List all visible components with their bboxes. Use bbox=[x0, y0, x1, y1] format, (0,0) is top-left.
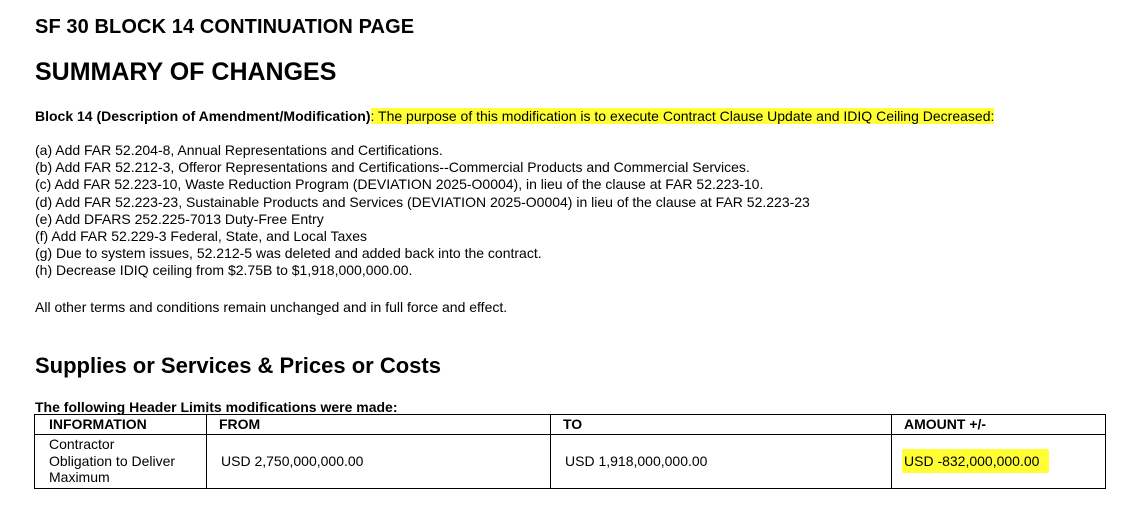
header-limits-table bbox=[34, 414, 1106, 489]
column-header-to: TO bbox=[551, 415, 892, 435]
column-header-amount: AMOUNT +/- bbox=[892, 415, 1106, 435]
change-item-g: (g) Due to system issues, 52.212-5 was deleted and added back into the contract. bbox=[35, 245, 542, 262]
header-limits-caption: The following Header Limits modifications were made: bbox=[35, 399, 398, 415]
change-item-f: (f) Add FAR 52.229-3 Federal, State, and Local Taxes bbox=[35, 228, 368, 245]
change-item-h: (h) Decrease IDIQ ceiling from $2.75B to $1,918,000,000.00. bbox=[35, 262, 413, 279]
cell-information bbox=[35, 435, 207, 489]
cell-from: USD 2,750,000,000.00 bbox=[207, 435, 551, 489]
amount-highlighted: USD -832,000,000.00 bbox=[902, 449, 1049, 473]
change-item-b: (b) Add FAR 52.212-3, Offeror Representations and Certifications--Commercial Products and Commercial Services. bbox=[35, 159, 750, 176]
supplies-services-heading: Supplies or Services & Prices or Costs bbox=[35, 353, 441, 378]
document-header: SF 30 BLOCK 14 CONTINUATION PAGE bbox=[35, 16, 415, 38]
information-line: Maximum bbox=[49, 469, 110, 485]
change-item-a: (a) Add FAR 52.204-8, Annual Representations and Certifications. bbox=[35, 142, 443, 158]
block14-purpose-highlighted: : The purpose of this modification is to execute Contract Clause Update and IDIQ Ceiling Decreased: bbox=[370, 108, 995, 124]
change-item-c: (c) Add FAR 52.223-10, Waste Reduction Program (DEVIATION 2025-O0004), in lieu of the clause at FAR 52.223-10. bbox=[35, 176, 764, 193]
change-item-e: (e) Add DFARS 252.225-7013 Duty-Free Entry bbox=[35, 210, 324, 227]
table-header-row bbox=[35, 415, 1106, 435]
cell-to: USD 1,918,000,000.00 bbox=[551, 435, 892, 489]
cell-amount bbox=[892, 435, 1106, 489]
block14-label: Block 14 (Description of Amendment/Modification) bbox=[35, 108, 371, 124]
block14-description bbox=[35, 106, 994, 126]
table-row bbox=[35, 435, 1106, 489]
changes-list bbox=[35, 142, 810, 280]
terms-unchanged-statement: All other terms and conditions remain unchanged and in full force and effect. bbox=[35, 299, 508, 315]
summary-of-changes-heading: SUMMARY OF CHANGES bbox=[35, 58, 337, 86]
change-item-d: (d) Add FAR 52.223-23, Sustainable Products and Services (DEVIATION 2025-O0004) in lieu of the clause at FAR 52.223-23 bbox=[35, 193, 810, 210]
information-line: Contractor bbox=[49, 436, 115, 452]
column-header-information: INFORMATION bbox=[35, 415, 207, 435]
column-header-from: FROM bbox=[207, 415, 551, 435]
information-line: Obligation to Deliver bbox=[49, 452, 176, 469]
